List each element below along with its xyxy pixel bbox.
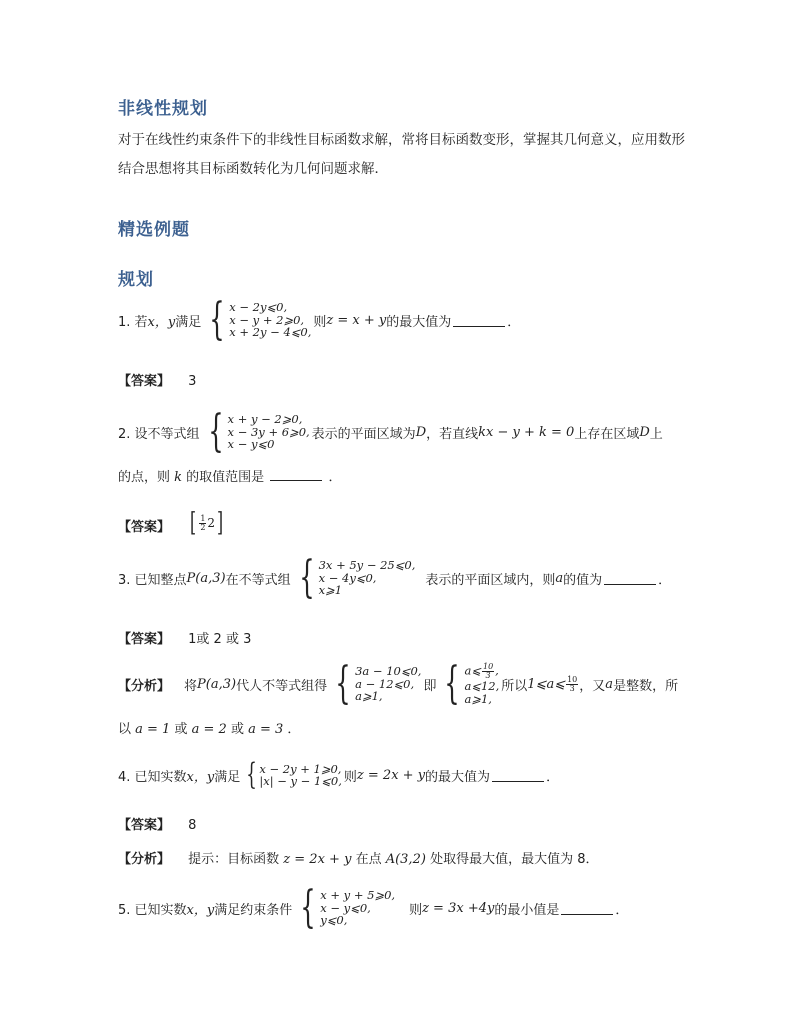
left-brace: { <box>335 658 351 709</box>
q3-an-end: ． <box>287 722 301 737</box>
question-2 <box>118 406 718 457</box>
q4-vars: x，y <box>186 769 215 785</box>
answer-label: 【答案】 <box>118 520 171 535</box>
q4-blank <box>492 769 544 782</box>
q4-an-text-3: 处取得最大值，最大值为 8． <box>430 852 599 867</box>
answer-label: 【答案】 <box>118 818 171 833</box>
intro-paragraph: 对于在线性约束条件下的非线性目标函数求解，常将目标函数变形，掌握其几何意义，应用数形结合思想将其目标函数转化为几何问题求解． <box>118 132 685 177</box>
q5-mid: 满足约束条件 <box>214 902 293 918</box>
q3-analysis <box>118 658 679 709</box>
answer-label: 【答案】 <box>118 632 171 647</box>
q2-answer <box>188 510 225 536</box>
q4-an-text-1: 提示：目标函数 <box>188 852 284 867</box>
q3-ineq-1: 3x + 5y − 25⩽0, <box>318 558 416 573</box>
q3-ineq-2: x − 4y⩽0, <box>318 570 377 585</box>
q3-an-frac-num: 10 <box>482 662 494 671</box>
heading-planning: 规划 <box>118 270 154 290</box>
q2-text-2: ，若直线 <box>426 426 479 442</box>
q3-an-text-3: 即 <box>423 678 437 694</box>
q3-an-eq-3: a = 3 <box>248 722 284 737</box>
q1-answer-row <box>118 370 196 389</box>
q2-ans-num: 1 <box>200 513 206 523</box>
q2-blank <box>270 468 322 481</box>
left-brace: { <box>444 658 461 709</box>
q2-text-4: 上 <box>649 426 663 442</box>
q1-ineq-2: x − y + 2⩾0, <box>229 312 305 327</box>
q5-vars: x，y <box>186 902 215 918</box>
q2-text-6: 的取值范围是 <box>186 470 265 485</box>
q4-an-text-2: 在点 <box>355 852 386 867</box>
q3-text-1: 表示的平面区域内，则 <box>425 572 556 588</box>
q5-system <box>294 882 396 933</box>
q4-ask: 的最大值为 <box>425 769 491 785</box>
q3-an-ineq-6: a⩾1, <box>464 691 492 706</box>
left-brace: { <box>246 757 258 792</box>
analysis-label: 【分析】 <box>118 852 171 867</box>
q4-objective: z = 2x + y <box>356 767 426 783</box>
q3-an-text-5: ，又 <box>579 678 606 694</box>
q5-blank <box>561 902 613 915</box>
q4-then: 则 <box>343 769 357 785</box>
left-brace: { <box>207 406 224 457</box>
right-bracket: ] <box>217 508 224 538</box>
question-2-line2 <box>118 466 341 485</box>
q3-answer-row <box>118 628 251 647</box>
heading-examples: 精选例题 <box>118 220 190 240</box>
q3-blank <box>604 572 656 585</box>
q1-mid: 满足 <box>175 314 202 330</box>
q3-an-system-1 <box>329 658 422 709</box>
q3-an-range-num: 10 <box>567 674 578 684</box>
q3-an-ineq-4: a⩽ $\frac{10}{3}$ , <box>464 662 499 680</box>
q3-an-text-1: 将 <box>184 678 198 694</box>
q2-k: k <box>174 470 183 485</box>
q3-text-2: 的值为 <box>563 572 603 588</box>
q1-end: ． <box>507 314 521 330</box>
q2-answer-row <box>118 510 225 536</box>
q4-answer-row <box>118 814 196 833</box>
q3-an-eq-2: a = 2 <box>191 722 227 737</box>
q4-ineq-2: |x| − y − 1⩽0, <box>259 774 342 788</box>
q2-ineq-3: x − y⩽0 <box>227 437 275 452</box>
q1-vars: x，y <box>147 314 176 330</box>
q1-then: 则 <box>313 314 327 330</box>
answer-label: 【答案】 <box>118 374 171 389</box>
q3-an-point: P(a,3) <box>197 676 237 692</box>
q3-an-text-2: 代人不等式组得 <box>236 678 328 694</box>
q2-region: D <box>415 424 427 440</box>
q4-end: ． <box>546 769 560 785</box>
q1-ask: 的最大值为 <box>386 314 452 330</box>
q1-ineq-1: x − 2y⩽0, <box>229 300 288 315</box>
q5-then: 则 <box>409 902 423 918</box>
question-4 <box>118 757 718 792</box>
q3-an-or-1: 或 <box>174 722 192 737</box>
q2-line-eq: kx − y + k = 0 <box>478 424 575 440</box>
q5-ineq-2: x − y⩽0, <box>320 900 371 915</box>
q2-text-3: 上存在区域 <box>574 426 640 442</box>
q5-objective: z = 3x +4y <box>422 900 495 916</box>
q3-an-range-den: 3 <box>569 683 575 693</box>
q1-blank <box>453 314 505 327</box>
q1-answer: 3 <box>188 374 197 389</box>
q2-text-1: 表示的平面区域为 <box>311 426 416 442</box>
q3-end: ． <box>658 572 672 588</box>
q3-an-ineq-5: a⩽12, <box>464 679 500 693</box>
q3-an-ineq-2: a − 12⩽0, <box>355 676 415 691</box>
analysis-label: 【分析】 <box>118 678 171 694</box>
q3-point: P(a,3) <box>186 570 226 586</box>
q2-ineq-2: x − 3y + 6⩾0, <box>227 424 310 439</box>
left-brace: { <box>300 882 316 933</box>
q4-mid: 满足 <box>214 769 241 785</box>
q2-ans-den: 2 <box>200 522 206 532</box>
q4-analysis <box>118 848 598 867</box>
q3-an-frac-den: 3 <box>485 671 491 680</box>
q5-ineq-3: y⩽0, <box>320 913 348 928</box>
q4-prefix: 4. 已知实数 <box>118 769 187 785</box>
question-5 <box>118 882 718 933</box>
q3-an-range-lhs: 1⩽a⩽ <box>527 676 566 692</box>
q3-an-ineq-4-lhs: a⩽ <box>464 663 481 678</box>
q2-prefix: 2. 设不等式组 <box>118 426 200 442</box>
q3-an-or-2: 或 <box>230 722 249 737</box>
q2-region-2: D <box>639 424 650 440</box>
q3-an-range <box>527 676 579 693</box>
q1-ineq-3: x + 2y − 4⩽0, <box>229 325 312 340</box>
q1-prefix: 1. 若 <box>118 314 148 330</box>
q4-ineq-1: x − 2y + 1⩾0, <box>259 761 342 776</box>
heading-nonlinear: 非线性规划 <box>118 99 208 119</box>
q3-system <box>293 552 416 603</box>
q3-mid: 在不等式组 <box>225 572 291 588</box>
q3-an-eq-1: a = 1 <box>135 722 171 737</box>
q4-an-objective: z = 2x + y <box>283 852 352 867</box>
q2-end: ． <box>328 470 342 485</box>
q3-a: a <box>555 570 564 586</box>
q3-an-ineq-3: a⩾1, <box>355 689 383 704</box>
q2-text-5: 的点，则 <box>118 470 175 485</box>
q3-an-system-2 <box>438 658 500 709</box>
q2-system <box>202 406 310 457</box>
q4-answer: 8 <box>188 818 197 833</box>
question-3 <box>118 552 718 603</box>
q4-an-point: A(3,2) <box>385 852 426 867</box>
q3-an-text-7: 以 <box>118 722 136 737</box>
left-brace: { <box>298 552 315 603</box>
q5-ask: 的最小值是 <box>494 902 560 918</box>
q2-ans-tail: 2 <box>207 516 216 530</box>
q4-system <box>242 757 342 792</box>
q1-objective: z = x + y <box>326 312 387 328</box>
q5-end: ． <box>615 902 629 918</box>
q5-prefix: 5. 已知实数 <box>118 902 187 918</box>
question-1 <box>118 294 718 345</box>
left-bracket: [ <box>190 508 197 538</box>
q1-system <box>203 294 312 345</box>
q3-ineq-3: x⩾1 <box>318 583 343 598</box>
q3-answer: 1或 2 或 3 <box>188 632 252 647</box>
q3-an-a: a <box>605 676 614 692</box>
q2-ineq-1: x + y − 2⩾0, <box>227 412 303 427</box>
q3-prefix: 3. 已知整点 <box>118 572 187 588</box>
q3-an-text-4: 所以 <box>501 678 528 694</box>
q3-analysis-line2 <box>118 718 300 737</box>
left-brace: { <box>209 294 225 345</box>
q3-an-text-6: 是整数，所 <box>613 678 679 694</box>
q3-an-ineq-1: 3a − 10⩽0, <box>355 664 422 679</box>
q5-ineq-1: x + y + 5⩾0, <box>320 888 396 903</box>
